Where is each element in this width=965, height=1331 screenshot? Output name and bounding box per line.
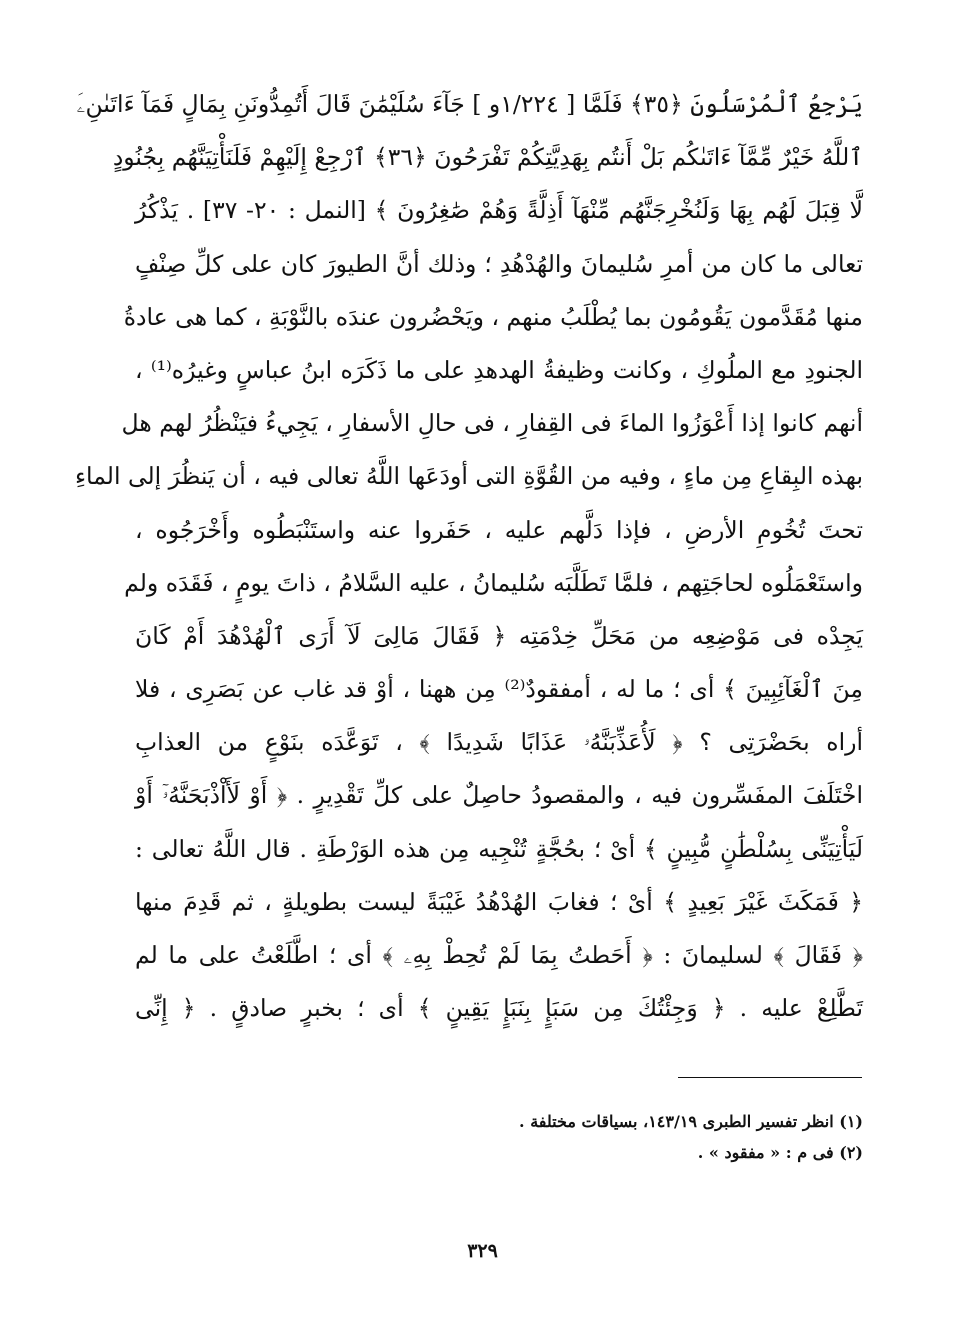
footnote-1: (١) انظر تفسير الطبرى ١٤٣/١٩، بسياقات مختلفة . bbox=[519, 1112, 863, 1131]
text-line-16: ﴿ فَمَكَثَ غَيْرَ بَعِيدٍ ﴾ أىْ ؛ فغابَ الهُدْهُدُ غَيْبَةً ليست بطويلةٍ ، ثم قَدِمَ منها bbox=[135, 887, 863, 916]
page-number: ٣٢٩ bbox=[467, 1240, 498, 1262]
text-line-3: لَّا قِبَلَ لَهُم بِهَا وَلَنُخْرِجَنَّهُم مِّنْهَآ أَذِلَّةً وَهُمْ صَٰغِرُونَ ﴾ [النمل : ٢٠- ٣٧] . يَذْكُرُ bbox=[135, 196, 863, 225]
text-line-12: مِنَ ٱلْغَآئِبِينَ ﴾ أى ؛ ما له ، أمفقودٌ⁽²⁾ مِن ههنا ، أوْ قد غاب عن بَصَرِى ، فلا bbox=[135, 675, 863, 704]
text-line-14: اخْتَلَفَ المفَسِّرون فيه ، والمقصودُ حاصِلٌ على كلِّ تَقْدِيرٍ . ﴿ أَوْ لَأَاْذْبَحَنَّهُۥٓ أَوْ bbox=[135, 781, 863, 810]
text-line-2: ٱللَّهُ خَيْرٌ مِّمَّآ ءَاتَىٰكُم بَلْ أَنتُم بِهَدِيَّتِكُمْ تَفْرَحُونَ ﴿٣٦﴾ ٱرْجِعْ إِلَيْهِمْ فَلَنَأْتِيَنَّهُم بِجُنُودٍ bbox=[112, 143, 863, 172]
text-line-1: يَرْجِعُ ٱلْمُرْسَلُونَ ﴿٣٥﴾ فَلَمَّا [ ١/٢٢٤و ] جَآءَ سُلَيْمَٰنَ قَالَ أَتُمِدُّونَنِ بِمَالٍ فَمَآ ءَاتَىٰنِۦَ bbox=[76, 90, 863, 118]
body-text bbox=[74, 78, 864, 1035]
text-line-18: تَطَّلِعْ عليه . ﴿ وَجِئْتُكَ مِن سَبَإٍ بِنَبَإٍ يَقِينٍ ﴾ أى ؛ بخبرٍ صادقٍ . ﴿ إِنِّى bbox=[135, 994, 863, 1023]
text-line-9: تحتَ تُخُومِ الأرضِ ، فإذا دَلَّهم عليه ، حَفَروا عنه واستَنْبَطُوه وأَخْرَجُوه ، bbox=[135, 515, 863, 544]
footnotes bbox=[135, 1106, 863, 1168]
text-line-4: تعالى ما كان من أمرِ سُليمانَ والهُدْهُدِ ؛ وذلك أنَّ الطيورَ كان على كلِّ صِنْفٍ bbox=[135, 249, 863, 278]
text-line-17: ﴿ فَقَالَ ﴾ لسليمانَ : ﴿ أَحَطتُ بِمَا لَمْ تُحِطْ بِهِۦ ﴾ أى ؛ اطَّلَعْتُ على ما لم bbox=[135, 941, 863, 969]
text-line-11: يَجِدْه فى مَوْضِعِه من مَحَلِّ خِدْمَتِه ﴿ فَقَالَ مَالِىَ لَآ أَرَى ٱلْهُدْهُدَ أَمْ كَانَ bbox=[135, 621, 863, 650]
text-line-15: لَيَأْتِيَنِّى بِسُلْطَٰنٍ مُّبِينٍ ﴾ أىْ ؛ بحُجَّةٍ تُنْجِيه مِن هذه الوَرْطَةِ . قال اللَّهُ تعالى : bbox=[135, 834, 863, 863]
text-line-13: أراه بحَضْرَتِى ؟ ﴿ لَأُعَذِّبَنَّهُۥ عَذَابًا شَدِيدًا ﴾ ، تَوَعَّدَه بنَوْعٍ من العذابِ bbox=[135, 728, 863, 757]
text-line-5: منها مُقَدَّمون يَقُومُون بما يُطْلَبُ منهم ، ويَحْضُرون عندَه بالنَّوْبَةِ ، كما هى عادةُ bbox=[123, 302, 863, 331]
text-line-10: واستَعْمَلُوه لحاجَتِهم ، فلمَّا تَطَلَّبَه سُليمانُ ، عليه السَّلامُ ، ذاتَ يومٍ ، فَقَدَه ولم bbox=[124, 568, 863, 597]
footnote-2: (٢) فى م : « مفقود » . bbox=[697, 1143, 863, 1162]
footnote-separator bbox=[678, 1077, 862, 1078]
text-line-6: الجنودِ مع الملُوكِ ، وكانت وظيفةُ الهدهدِ على ما ذَكَرَه ابنُ عباسٍ وغيرُه⁽¹⁾ ، bbox=[135, 355, 864, 384]
text-line-8: بهذه البِقاعِ مِن ماءٍ ، وفيه من القُوَّةِ التى أودَعَها اللَّهُ تعالى فيه ، أن يَنظُرَ إلى الماءِ bbox=[74, 462, 863, 491]
text-line-7: أنهم كانوا إذا أَعْوَزُوا الماءَ فى القِفارِ ، فى حالِ الأسفارِ ، يَجِيءُ فيَنْظُرُ لهم هل bbox=[121, 409, 863, 438]
